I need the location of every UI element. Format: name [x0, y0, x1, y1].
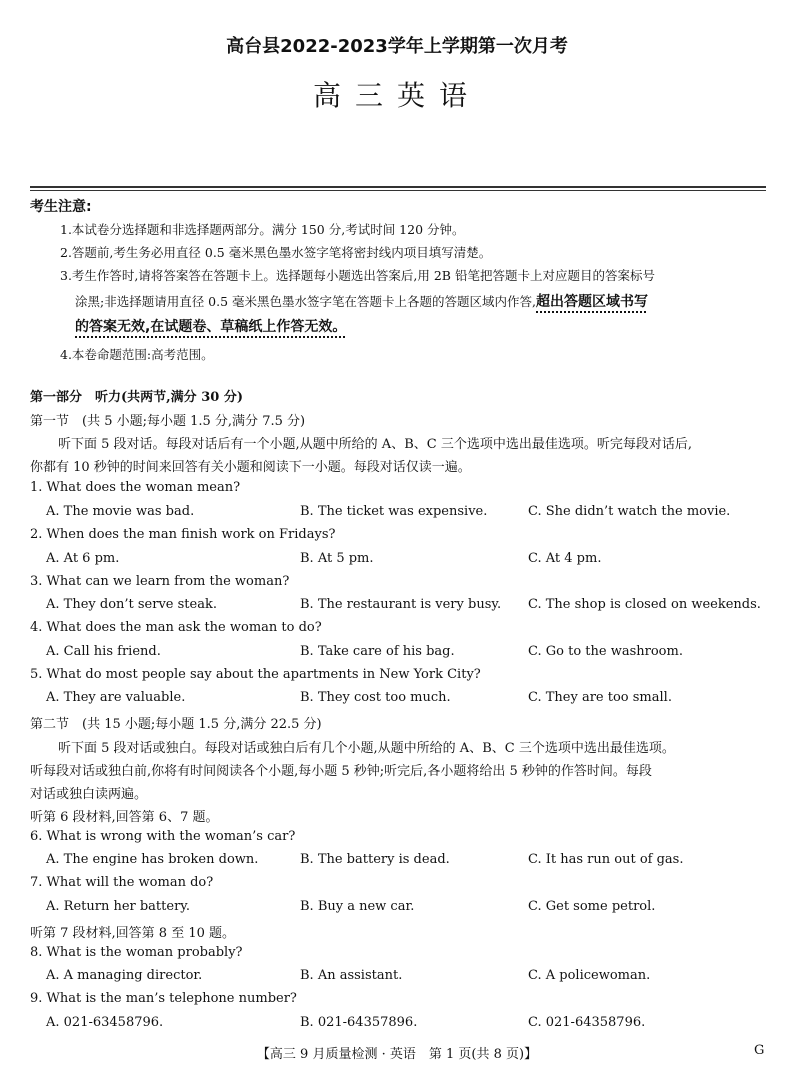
- notice-item-3-line-2: [75, 291, 648, 311]
- question-stem: 2. When does the man finish work on Fridays?: [30, 527, 336, 542]
- question-stem: 1. What does the woman mean?: [30, 480, 241, 495]
- option-b: B. They cost too much.: [300, 690, 451, 705]
- option-c: C. At 4 pm.: [528, 551, 602, 566]
- option-b: B. The battery is dead.: [300, 852, 450, 867]
- part1-heading: 第一部分 听力(共两节,满分 30 分): [30, 390, 243, 405]
- option-a: A. A managing director.: [46, 968, 203, 983]
- question-stem: 8. What is the woman probably?: [30, 945, 243, 960]
- option-c: C. She didn’t watch the movie.: [528, 504, 731, 519]
- option-a: A. Call his friend.: [46, 644, 161, 659]
- option-a: A. They are valuable.: [46, 690, 186, 705]
- question-stem: 6. What is wrong with the woman’s car?: [30, 829, 296, 844]
- section1-instructions-line-2: 你都有 10 秒钟的时间来回答有关小题和阅读下一小题。每段对话仅读一遍。: [30, 460, 471, 475]
- exam-title: 高台县2022-2023学年上学期第一次月考: [226, 36, 568, 57]
- section1-instructions-line-1: 听下面 5 段对话。每段对话后有一个小题,从题中所给的 A、B、C 三个选项中选出最佳选项。听完每段对话后,: [58, 437, 692, 452]
- notice-item-2: 2.答题前,考生务必用直径 0.5 毫米黑色墨水签字笔将密封线内项目填写清楚。: [60, 245, 492, 260]
- notice-item-3-line-1: 3.考生作答时,请将答案答在答题卡上。选择题每小题选出答案后,用 2B 铅笔把答题卡上对应题目的答案标号: [60, 268, 655, 283]
- option-a: A. At 6 pm.: [46, 551, 120, 566]
- option-b: B. The restaurant is very busy.: [300, 597, 502, 612]
- question-stem: 9. What is the man’s telephone number?: [30, 991, 297, 1006]
- option-b: B. An assistant.: [300, 968, 403, 983]
- option-a: A. Return her battery.: [46, 899, 191, 914]
- page-footer: 【高三 9 月质量检测 · 英语 第 1 页(共 8 页)】: [256, 1047, 538, 1062]
- notice-item-4: 4.本卷命题范围:高考范围。: [60, 347, 214, 362]
- option-a: A. They don’t serve steak.: [46, 597, 217, 612]
- option-a: A. The engine has broken down.: [46, 852, 259, 867]
- section2-instructions-line-1: 听下面 5 段对话或独白。每段对话或独白后有几个小题,从题中所给的 A、B、C 三个选项中选出最佳选项。: [58, 741, 675, 756]
- option-b: B. 021-64357896.: [300, 1015, 418, 1030]
- question-stem: 7. What will the woman do?: [30, 875, 214, 890]
- notice-emphasis-part-2: 的答案无效,在试题卷、草稿纸上作答无效。: [75, 319, 347, 335]
- section1-heading: 第一节 (共 5 小题;每小题 1.5 分,满分 7.5 分): [30, 414, 306, 429]
- section2-instructions-line-2: 听每段对话或独白前,你将有时间阅读各个小题,每小题 5 秒钟;听完后,各小题将给出 5 秒钟的作答时间。每段: [30, 764, 652, 779]
- option-b: B. Take care of his bag.: [300, 644, 455, 659]
- question-stem: 3. What can we learn from the woman?: [30, 574, 290, 589]
- notice-item-1: 1.本试卷分选择题和非选择题两部分。满分 150 分,考试时间 120 分钟。: [60, 222, 465, 237]
- material-6-note: 听第 6 段材料,回答第 6、7 题。: [30, 810, 219, 825]
- option-c: C. Get some petrol.: [528, 899, 656, 914]
- option-c: C. Go to the washroom.: [528, 644, 683, 659]
- section2-instructions-line-3: 对话或独白读两遍。: [30, 787, 148, 802]
- option-b: B. Buy a new car.: [300, 899, 415, 914]
- option-a: A. 021-63458796.: [46, 1015, 164, 1030]
- notice-emphasis-part-1: 超出答题区域书写: [536, 294, 649, 310]
- notice-item-3-text: 涂黑;非选择题请用直径 0.5 毫米黑色墨水签字笔在答题卡上各题的答题区域内作答,: [75, 294, 537, 309]
- option-c: C. 021-64358796.: [528, 1015, 646, 1030]
- version-letter: G: [754, 1043, 765, 1058]
- question-stem: 5. What do most people say about the apartments in New York City?: [30, 667, 481, 682]
- question-stem: 4. What does the man ask the woman to do?: [30, 620, 322, 635]
- option-c: C. The shop is closed on weekends.: [528, 597, 761, 612]
- divider-rule-thick: [30, 186, 766, 188]
- divider-rule-thin: [30, 190, 766, 191]
- option-b: B. At 5 pm.: [300, 551, 374, 566]
- option-c: C. A policewoman.: [528, 968, 651, 983]
- option-b: B. The ticket was expensive.: [300, 504, 488, 519]
- material-7-note: 听第 7 段材料,回答第 8 至 10 题。: [30, 926, 236, 941]
- subject-title: 高三英语: [312, 79, 481, 112]
- notice-heading: 考生注意:: [30, 199, 92, 215]
- option-c: C. It has run out of gas.: [528, 852, 684, 867]
- option-c: C. They are too small.: [528, 690, 672, 705]
- option-a: A. The movie was bad.: [46, 504, 195, 519]
- section2-heading: 第二节 (共 15 小题;每小题 1.5 分,满分 22.5 分): [30, 717, 322, 732]
